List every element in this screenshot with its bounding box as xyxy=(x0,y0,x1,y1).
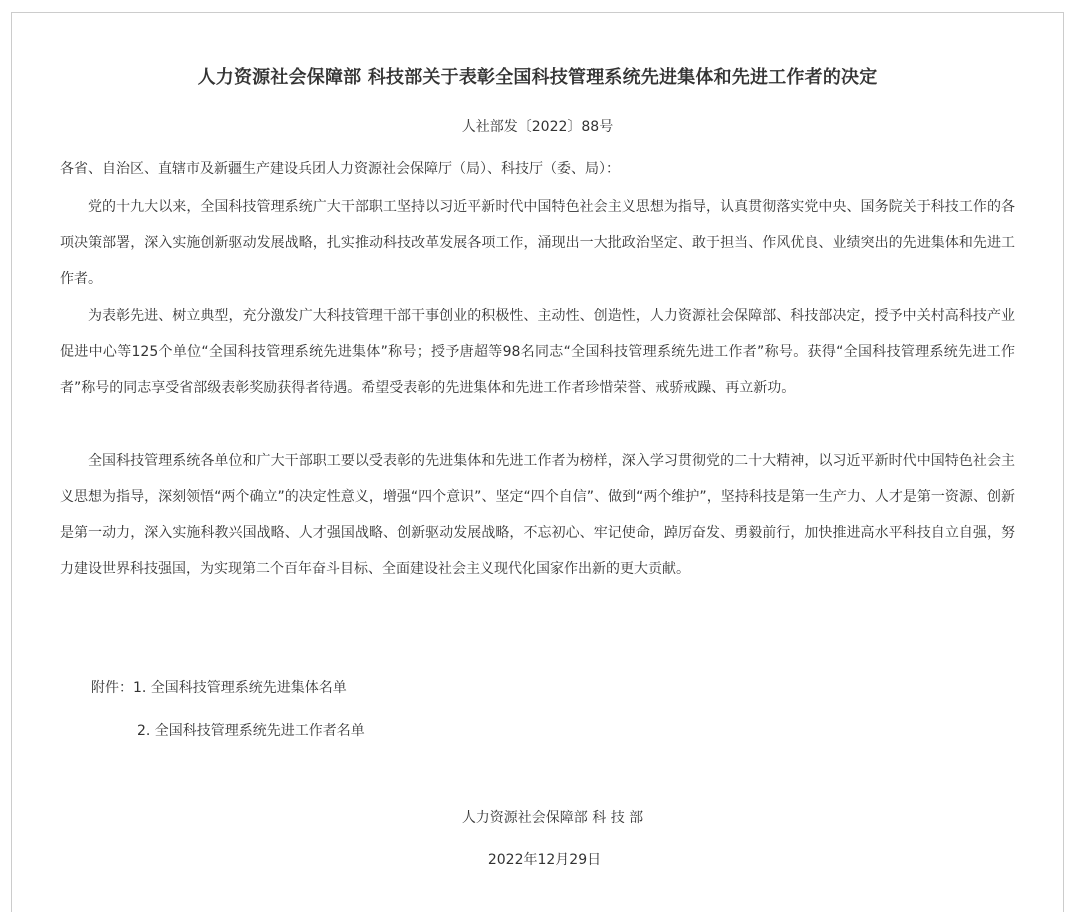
body-paragraph: 党的十九大以来，全国科技管理系统广大干部职工坚持以习近平新时代中国特色社会主义思想为指导，认真贯彻落实党中央、国务院关于科技工作的各项决策部署，深入实施创新驱动发展战略，扎实推动科技改革发展各项工作，涌现出一大批政治坚定、敢于担当、作风优良、业绩突出的先进集体和先进工作者。 xyxy=(60,199,1015,287)
document-number: 人社部发〔2022〕88号 xyxy=(461,119,614,135)
attachment-item: 附件：1. 全国科技管理系统先进集体名单 xyxy=(91,680,347,696)
addressee-line: 各省、自治区、直辖市及新疆生产建设兵团人力资源社会保障厅（局）、科技厅（委、局）： xyxy=(60,161,620,177)
attachment-item: 2. 全国科技管理系统先进工作者名单 xyxy=(137,723,365,739)
body-paragraph: 为表彰先进、树立典型，充分激发广大科技管理干部干事创业的积极性、主动性、创造性，人力资源社会保障部、科技部决定，授予中关村高科技产业促进中心等125个单位“全国科技管理系统先进集体”称号；授予唐超等98名同志“全国科技管理系统先进工作者”称号。获得“全国科技管理系统先进工作者”称号的同志享受省部级表彰奖励获得者待遇。希望受表彰的先进集体和先进工作者珍惜荣誉、戒骄戒躁、再立新功。 xyxy=(60,308,1015,396)
document-frame xyxy=(11,12,1064,912)
signature-organizations: 人力资源社会保障部 科 技 部 xyxy=(461,810,644,826)
signature-date: 2022年12月29日 xyxy=(487,852,602,868)
body-paragraph: 全国科技管理系统各单位和广大干部职工要以受表彰的先进集体和先进工作者为榜样，深入学习贯彻党的二十大精神，以习近平新时代中国特色社会主义思想为指导，深刻领悟“两个确立”的决定性意义，增强“四个意识”、坚定“四个自信”、做到“两个维护”，坚持科技是第一生产力、人才是第一资源、创新是第一动力，深入实施科教兴国战略、人才强国战略、创新驱动发展战略，不忘初心、牢记使命，踔厉奋发、勇毅前行，加快推进高水平科技自立自强，努力建设世界科技强国，为实现第二个百年奋斗目标、全面建设社会主义现代化国家作出新的更大贡献。 xyxy=(60,453,1015,577)
document-title: 人力资源社会保障部 科技部关于表彰全国科技管理系统先进集体和先进工作者的决定 xyxy=(197,67,878,88)
